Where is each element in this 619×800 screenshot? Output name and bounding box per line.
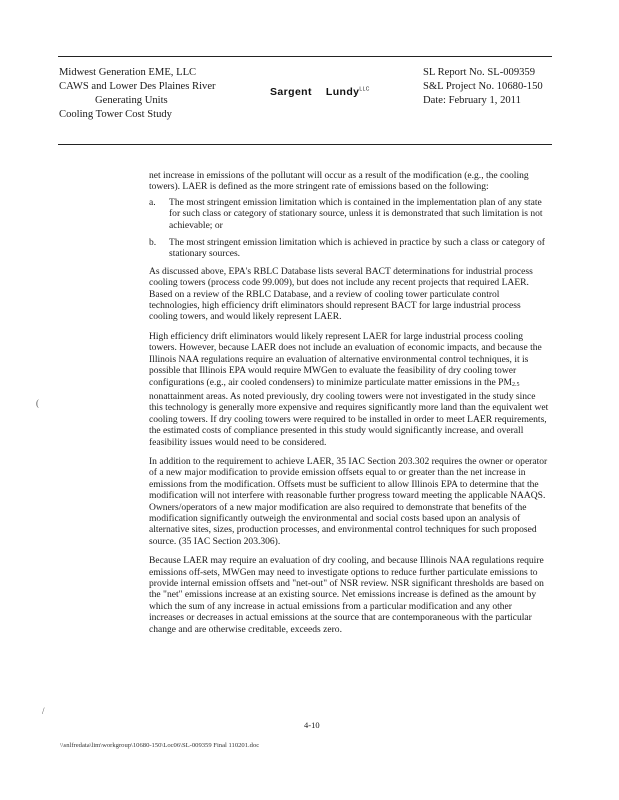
margin-mark: ( bbox=[36, 398, 39, 408]
netting-paragraph: Because LAER may require an evaluation of dry cooling, and because Illinois NAA regulations require emissions off-sets, MWGen may need to investigate options to reduce further particulate emissions to provide internal emission offsets and "net-out" of NSR review. NSR significant thresholds are based on the "net" emissions increase at an existing source. Net emissions increase is defined as the amount by which the sum of any increase in actual emissions from a particular modification and any other increases or decreases in actual emissions at the source that are contemporaneous with the particular change and are otherwise creditable, exceeds zero. bbox=[149, 555, 544, 635]
list-marker: a. bbox=[149, 196, 156, 208]
logo-sargent-text: Sargent bbox=[270, 86, 312, 98]
report-number: SL Report No. SL-009359 bbox=[423, 67, 536, 78]
list-marker: b. bbox=[149, 237, 157, 249]
footer-file-path: \\snlfredata\lim\workgroup\10680-150\Loc06\SL-009359 Final 110201.doc bbox=[60, 742, 260, 749]
laer-paragraph-text-a: High efficiency drift eliminators would likely represent LAER for large industrial process cooling towers. However, because LAER does not include an evaluation of economic impacts, and because the Illinois NAA regulations require an evaluation of alternative environmental control techniques, it is possible that Illinois EPA would require MWGen to evaluate the feasibility of dry cooling tower configurations (e.g., air cooled condensers) to minimize particulate matter emissions in the PM bbox=[149, 330, 542, 388]
pm-subscript: 2.5 bbox=[511, 381, 520, 388]
header-right-block bbox=[423, 66, 563, 108]
document-body bbox=[149, 170, 549, 643]
intro-paragraph: net increase in emissions of the pollutant will occur as a result of the modification (e.g., the cooling towers). LAER is defined as the more stringent rate of emissions based on the following: bbox=[149, 170, 529, 193]
laer-paragraph bbox=[149, 331, 549, 448]
header-top-rule bbox=[58, 56, 552, 57]
study-title: Cooling Tower Cost Study bbox=[59, 109, 172, 120]
report-date: Date: February 1, 2011 bbox=[423, 95, 521, 106]
facility-name: CAWS and Lower Des Plaines River bbox=[59, 81, 216, 92]
bact-paragraph: As discussed above, EPA's RBLC Database lists several BACT determinations for industrial process cooling towers (process code 99.009), but does not include any recent projects that required LAER. Based on a review of the RBLC Database, and a review of cooling tower particulate control technologies, high efficiency drift eliminators should represent BACT for large industrial process cooling towers, and would likely represent LAER. bbox=[149, 265, 533, 323]
facility-units: Generating Units bbox=[95, 95, 168, 106]
logo-lundy-text: Lundy bbox=[325, 86, 360, 98]
header-left-block bbox=[59, 66, 279, 122]
margin-mark: / bbox=[42, 706, 45, 716]
list-item bbox=[149, 237, 549, 260]
sargent-lundy-logo bbox=[270, 86, 420, 98]
page-number: 4-10 bbox=[304, 720, 320, 730]
logo-llc-text: LLC bbox=[359, 86, 370, 93]
offsets-paragraph: In addition to the requirement to achieve LAER, 35 IAC Section 203.302 requires the owner or operator of a new major modification to provide emission offsets equal to or greater than the net increase in emissions from the modification. Offsets must be sufficient to allow Illinois EPA to determine that the modification will not interfere with reasonable further progress toward meeting the applicable NAAQS. Owners/operators of a new major modification are also required to demonstrate that benefits of the modification significantly outweigh the environmental and social costs based upon an analysis of alternative sites, sizes, production processes, and environmental control techniques for such proposed source. (35 IAC Section 203.306). bbox=[149, 455, 548, 547]
laer-paragraph-text-b: nonattainment areas. As noted previously, dry cooling towers were not investigated in the study since this technology is generally more expensive and requires significantly more land than the equivalent wet cooling towers. If dry cooling towers were required to be installed in order to meet LAER requirements, the estimated costs of compliance presented in this study would significantly increase, and overall feasibility issues would need to be considered. bbox=[149, 390, 549, 448]
list-text: The most stringent emission limitation which is contained in the implementation plan of any state for such class or category of stationary source, unless it is demonstrated that such limitation is not achievable; or bbox=[169, 196, 543, 231]
client-name: Midwest Generation EME, LLC bbox=[59, 67, 197, 78]
project-number: S&L Project No. 10680-150 bbox=[423, 81, 543, 92]
list-text: The most stringent emission limitation which is achieved in practice by such a class or category of stationary sources. bbox=[169, 237, 545, 260]
list-item bbox=[149, 197, 549, 231]
header-bottom-rule bbox=[58, 144, 552, 145]
